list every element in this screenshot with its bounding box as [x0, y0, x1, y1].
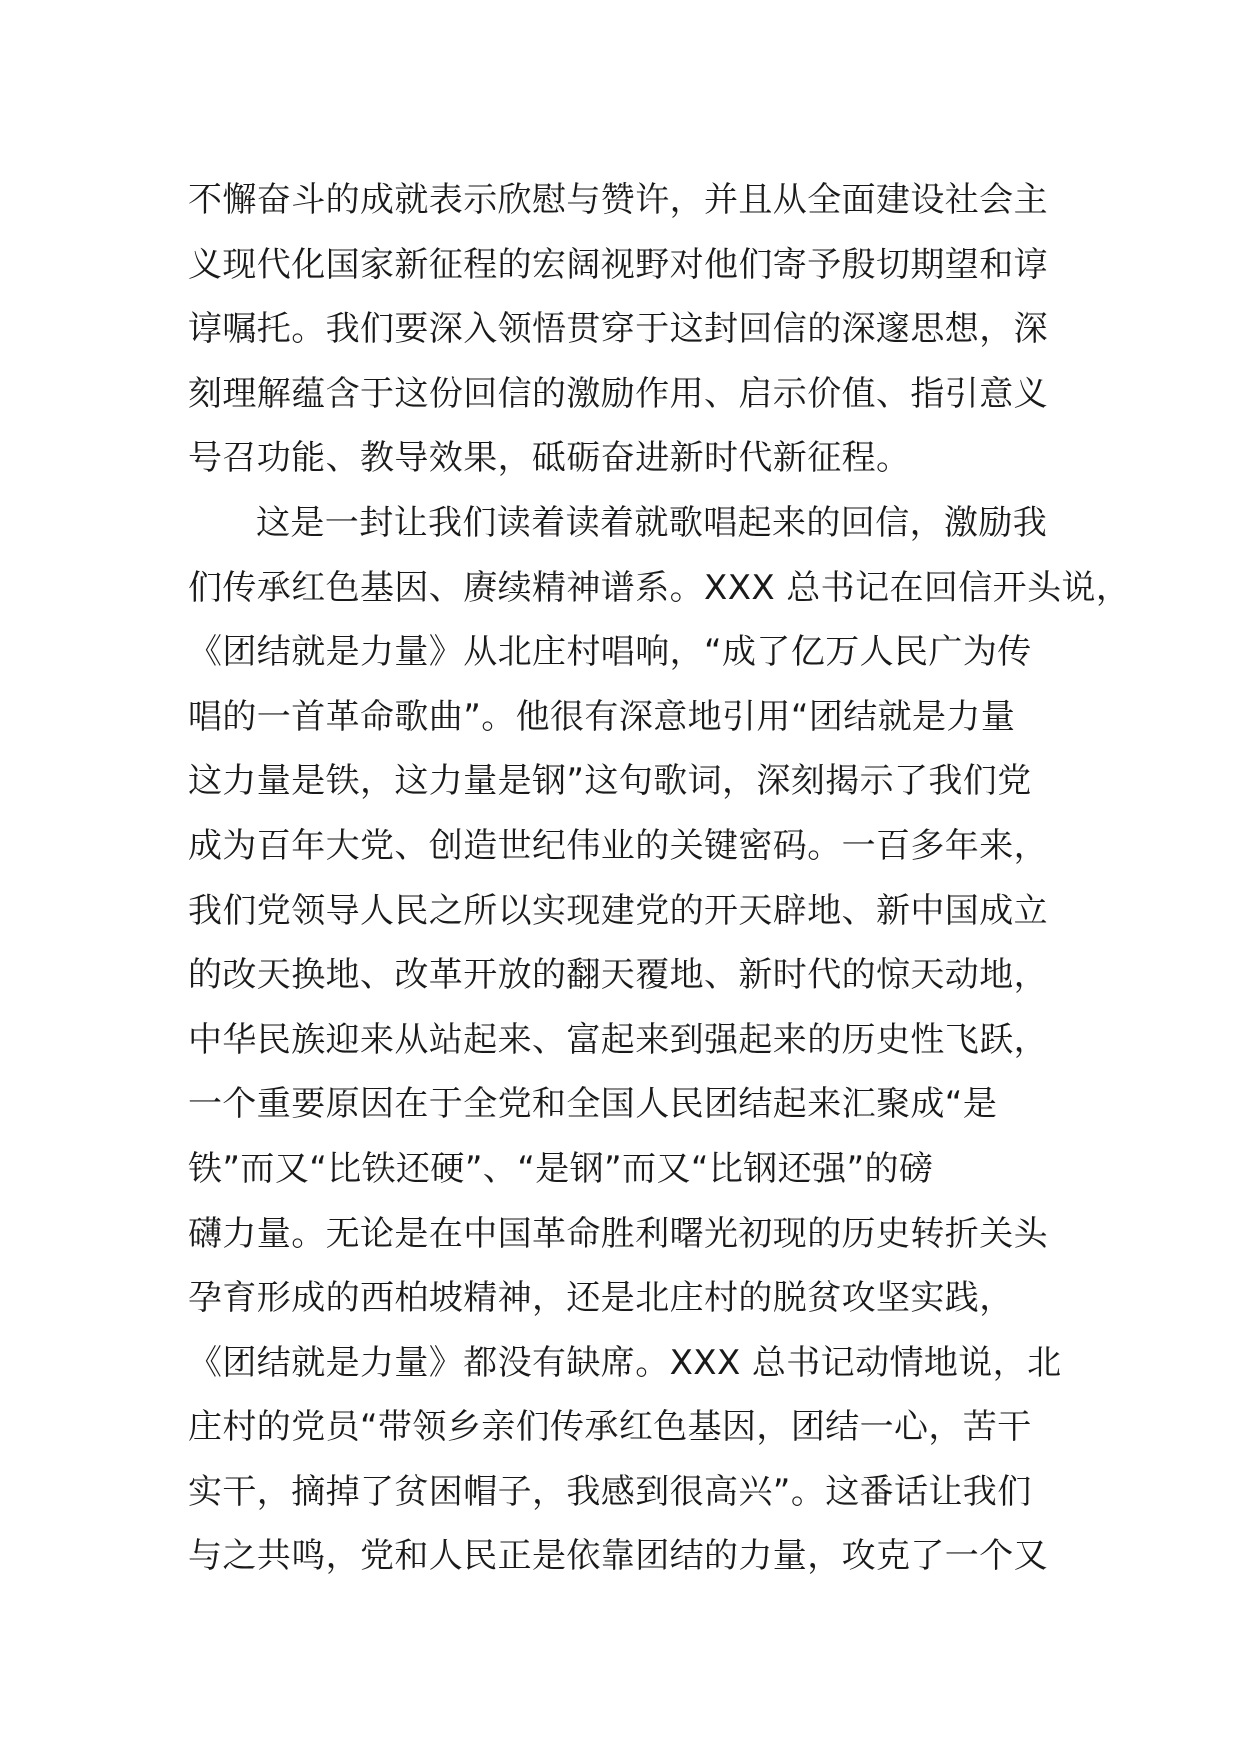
text-line: 《团结就是力量》都没有缺席。XXX 总书记动情地说，北 [188, 1342, 1062, 1383]
text-line: 中华民族迎来从站起来、富起来到强起来的历史性飞跃， [188, 1019, 1048, 1060]
text-line: 礴力量。无论是在中国革命胜利曙光初现的历史转折关头 [188, 1213, 1048, 1254]
text-line: 与之共鸣，党和人民正是依靠团结的力量，攻克了一个又 [188, 1536, 1048, 1577]
text-line: 号召功能、教导效果，砥砺奋进新时代新征程。 [188, 438, 911, 479]
text-line: 义现代化国家新征程的宏阔视野对他们寄予殷切期望和谆 [188, 244, 1048, 285]
body-text [188, 168, 1131, 1589]
text-line: 我们党领导人民之所以实现建党的开天辟地、新中国成立 [188, 890, 1048, 931]
text-line: 铁”而又“比铁还硬”、“是钢”而又“比钢还强”的磅 [188, 1148, 934, 1189]
text-line: 唱的一首革命歌曲”。他很有深意地引用“团结就是力量 [188, 696, 1016, 737]
text-line: 一个重要原因在于全党和全国人民团结起来汇聚成“是 [188, 1084, 998, 1125]
text-line: 们传承红色基因、赓续精神谱系。XXX 总书记在回信开头说， [188, 567, 1131, 608]
text-line: 庄村的党员“带领乡亲们传承红色基因，团结一心，苦干 [188, 1407, 1032, 1448]
text-line: 这力量是铁，这力量是钢”这句歌词，深刻揭示了我们党 [188, 761, 1032, 802]
text-line: 孕育形成的西柏坡精神，还是北庄村的脱贫攻坚实践， [188, 1278, 1014, 1319]
paragraph-first-line: 这是一封让我们读着读着就歌唱起来的回信，激励我 [256, 502, 1048, 543]
text-line: 不懈奋斗的成就表示欣慰与赞许，并且从全面建设社会主 [188, 180, 1048, 220]
text-line: 刻理解蕴含于这份回信的激励作用、启示价值、指引意义 [188, 373, 1048, 414]
text-line: 谆嘱托。我们要深入领悟贯穿于这封回信的深邃思想，深 [188, 309, 1048, 350]
text-line: 成为百年大党、创造世纪伟业的关键密码。一百多年来， [188, 825, 1048, 866]
text-line: 的改天换地、改革开放的翻天覆地、新时代的惊天动地， [188, 955, 1048, 996]
text-line: 《团结就是力量》从北庄村唱响，“成了亿万人民广为传 [188, 632, 1032, 673]
text-line: 实干，摘掉了贫困帽子，我感到很高兴”。这番话让我们 [188, 1471, 1032, 1512]
